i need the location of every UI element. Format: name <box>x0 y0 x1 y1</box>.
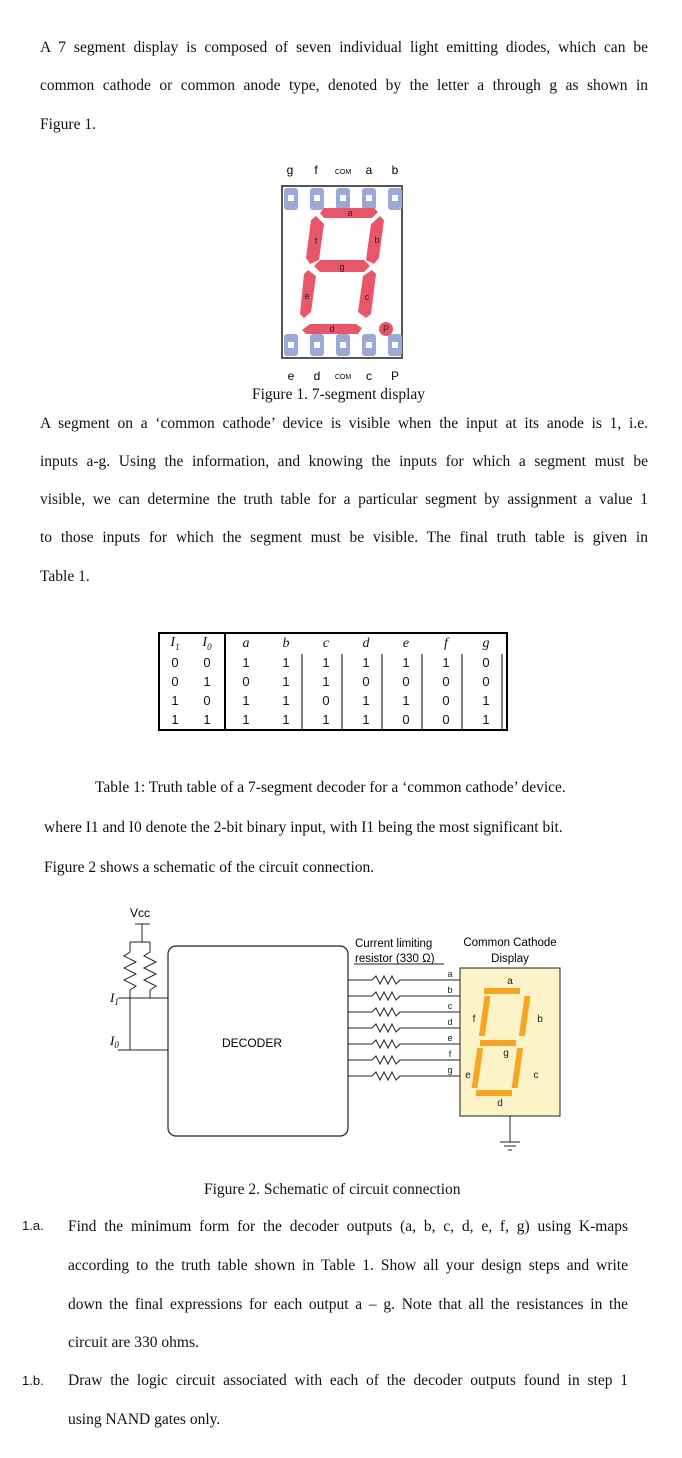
header-d: d <box>346 633 386 653</box>
disp-seg-a <box>484 988 520 994</box>
cell: 0 <box>242 674 250 689</box>
q1a-number: 1.a. <box>22 1218 44 1233</box>
cell: 1 <box>159 710 190 730</box>
disp-seg-d <box>476 1090 512 1096</box>
seg-label-p: P <box>382 324 390 334</box>
para2-line-2: inputs a-g. Using the information, and knowing the inputs for which a segment must be <box>40 453 648 470</box>
pin-label-bottom: c <box>366 369 372 383</box>
cell: 0 <box>426 710 466 730</box>
pullup-resistor-1 <box>124 952 136 990</box>
resistor-e <box>348 1040 460 1048</box>
cell: 1 <box>322 674 330 689</box>
pin-label-bottom: COM <box>334 374 352 381</box>
para2-line-3: visible, we can determine the truth table for a particular segment by assignment a value 1 <box>40 491 648 508</box>
wire-label-d: d <box>447 1017 453 1027</box>
table-header-row <box>159 633 507 653</box>
header-e: e <box>386 633 426 653</box>
cell: 1 <box>322 655 330 670</box>
cell: 0 <box>362 674 370 689</box>
resistor-d <box>348 1024 460 1032</box>
header-c: c <box>306 633 346 653</box>
cell: 1 <box>442 655 450 670</box>
cell: 1 <box>362 693 370 708</box>
seg-label-g: g <box>339 262 345 272</box>
cell: 1 <box>190 672 225 691</box>
resistor-c <box>348 1008 460 1016</box>
disp-label-a: a <box>507 976 513 987</box>
q1a-line-4: circuit are 330 ohms. <box>68 1334 199 1351</box>
cell: 0 <box>442 674 450 689</box>
wire-label-c: c <box>447 1001 453 1011</box>
cell: 0 <box>442 693 450 708</box>
resistor-f <box>348 1056 460 1064</box>
disp-label-b: b <box>537 1014 543 1025</box>
seg-label-a: a <box>347 208 353 218</box>
header-f: f <box>426 633 466 653</box>
disp-label-f: f <box>472 1014 476 1025</box>
input-i0-label: $I_0$ <box>110 1033 119 1050</box>
para3-line-1: where I1 and I0 denote the 2-bit binary input, with I1 being the most significant bit. <box>44 819 563 836</box>
seg-label-d: d <box>329 324 335 334</box>
para2-line-5: Table 1. <box>40 568 90 585</box>
cell: 1 <box>346 710 386 730</box>
intro-line-3: Figure 1. <box>40 116 96 133</box>
disp-label-g: g <box>503 1048 509 1059</box>
wire-label-g: g <box>447 1065 453 1075</box>
cell: 0 <box>322 693 330 708</box>
q1a-line-1: Find the minimum form for the decoder outputs (a, b, c, d, e, f, g) using K-maps <box>68 1218 628 1235</box>
cell: 0 <box>466 672 507 691</box>
resistor-label-1: Current limiting <box>355 938 433 950</box>
seven-segment-figure <box>270 158 420 384</box>
pin-label-bottom: d <box>313 369 321 383</box>
resistor-a <box>348 976 460 984</box>
q1b-line-1: Draw the logic circuit associated with each of the decoder outputs found in step 1 <box>68 1372 628 1389</box>
para2-line-4: to those inputs for which the segment must be visible. The final truth table is given in <box>40 529 648 546</box>
schematic-figure <box>100 900 580 1170</box>
cell: 1 <box>266 710 306 730</box>
table-column-lines <box>262 654 522 730</box>
pin-label-top: g <box>286 163 294 177</box>
resistor-label-2: resistor (330 Ω) <box>355 953 435 965</box>
q1a-line-3: down the final expressions for each output a – g. Note that all the resistances in the <box>68 1296 628 1313</box>
input-i1-label: $I_1$ <box>110 990 119 1007</box>
cell: 1 <box>282 674 290 689</box>
cell: 1 <box>190 710 225 730</box>
figure2-caption: Figure 2. Schematic of circuit connection <box>204 1181 461 1198</box>
cell: 0 <box>466 653 507 672</box>
cell: 1 <box>402 693 410 708</box>
cell: 1 <box>242 655 250 670</box>
seg-label-f: f <box>314 236 318 246</box>
pin-label-top: a <box>365 163 373 177</box>
cell: 1 <box>242 693 250 708</box>
q1a-line-2: according to the truth table shown in Table 1. Show all your design steps and write <box>68 1257 628 1274</box>
cell: 1 <box>225 710 266 730</box>
cell: 1 <box>362 655 370 670</box>
cell: 1 <box>282 655 290 670</box>
disp-label-e: e <box>465 1070 471 1081</box>
wire-label-e: e <box>447 1033 453 1043</box>
q1b-number: 1.b. <box>22 1373 44 1388</box>
intro-line-1: A 7 segment display is composed of seven individual light emitting diodes, which can be <box>40 39 648 56</box>
cell: 1 <box>306 710 346 730</box>
wire-label-a: a <box>447 969 453 979</box>
cell: 0 <box>190 691 225 710</box>
seg-label-b: b <box>374 235 380 245</box>
cell: 0 <box>386 710 426 730</box>
resistor-b <box>348 992 460 1000</box>
wire-label-f: f <box>448 1049 452 1059</box>
q1b-line-2: using NAND gates only. <box>68 1411 221 1428</box>
header-i1: $I_1$ <box>159 633 190 653</box>
cell: 1 <box>466 691 507 710</box>
seg-label-c: c <box>364 292 370 302</box>
cell: 0 <box>190 653 225 672</box>
resistor-g <box>348 1072 460 1080</box>
seg-label-e: e <box>304 291 310 301</box>
vcc-label: Vcc <box>130 906 151 920</box>
cell: 0 <box>402 674 410 689</box>
header-i0: $I_0$ <box>190 633 225 653</box>
intro-line-2: common cathode or common anode type, denoted by the letter a through g as shown in <box>40 77 648 94</box>
pin-label-bottom: e <box>287 369 295 383</box>
display-label-2: Display <box>491 953 529 965</box>
para2-line-1: A segment on a ‘common cathode’ device is visible when the input at its anode is 1, i.e. <box>40 415 648 432</box>
figure1-caption: Figure 1. 7-segment display <box>252 386 426 403</box>
cell: 0 <box>159 653 190 672</box>
cell: 1 <box>159 691 190 710</box>
disp-label-c: c <box>533 1070 539 1081</box>
pullup-resistor-2 <box>144 952 156 990</box>
disp-label-d: d <box>497 1098 503 1109</box>
decoder-label: DECODER <box>221 1036 283 1050</box>
header-g: g <box>466 633 507 653</box>
pin-label-top: f <box>314 163 318 177</box>
pin-label-top: b <box>391 163 399 177</box>
cell: 0 <box>159 672 190 691</box>
cell: 1 <box>402 655 410 670</box>
table1-caption: Table 1: Truth table of a 7-segment decoder for a ‘common cathode’ device. <box>95 779 566 796</box>
pin-label-top: COM <box>334 169 352 176</box>
para3-line-2: Figure 2 shows a schematic of the circuit connection. <box>44 859 375 876</box>
header-a: a <box>225 633 266 653</box>
header-b: b <box>266 633 306 653</box>
disp-seg-g <box>480 1040 516 1046</box>
wire-label-b: b <box>447 985 453 995</box>
pin-label-bottom: P <box>390 369 400 383</box>
display-label-1: Common Cathode <box>463 937 557 949</box>
cell: 1 <box>282 693 290 708</box>
cell: 1 <box>466 710 507 730</box>
